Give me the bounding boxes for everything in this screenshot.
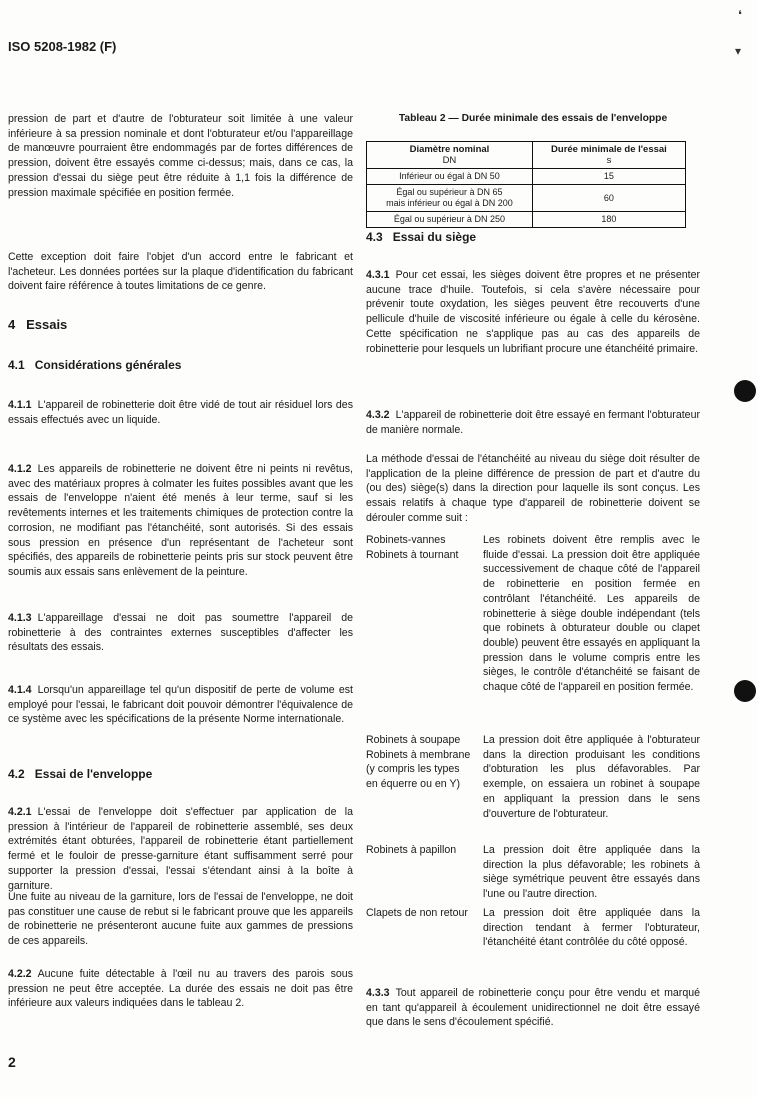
table-row [367, 185, 686, 212]
clause-4-3-3 [366, 986, 700, 1030]
definition-term: Clapets de non retour [366, 907, 468, 919]
cell-line: Égal ou supérieur à DN 250 [393, 214, 505, 224]
heading-title: Considérations générales [34, 358, 182, 372]
definition-term: Robinets-vannes Robinets à tournant [366, 534, 459, 561]
clause-text: L'appareil de robinetterie doit être essayé en fermant l'obturateur de manière normale. [366, 409, 700, 436]
table-header-row [367, 142, 686, 169]
paragraph: Cette exception doit faire l'objet d'un accord entre le fabricant et l'acheteur. Les données portées sur la plaque d'identification du fabricant doivent faire référence à toutes limitations de ce genre. [8, 251, 353, 293]
clause-text: Lorsqu'un appareillage tel qu'un dispositif de perte de volume est employé pour l'essai, le fabricant doit pouvoir démontrer l'équivalence de ce système avec les spécifications de la présente Norme internationale. [8, 684, 353, 726]
table-cell: 60 [532, 185, 685, 212]
header-line: s [606, 155, 612, 166]
binder-hole-mark [734, 380, 756, 402]
column-header [532, 142, 685, 169]
document-header: ISO 5208-1982 (F) [8, 39, 117, 54]
heading-number: 4 [8, 317, 16, 332]
table-row [367, 212, 686, 228]
table-cell [367, 169, 533, 185]
scan-mark: ▾ [735, 44, 742, 58]
heading-title: Essai de l'enveloppe [34, 767, 153, 781]
paragraph: pression de part et d'autre de l'obturateur soit limitée à une valeur inférieure à sa pression nominale et dont l'obturateur et/ou l'appareillage de manœuvre pourraient être endommagés par de fortes différences de pression, doivent être essayés comme ci-dessus; mais, dans ce cas, la pression d'essai du siège peut être réduite à 1,1 fois la différence de pression maximale spécifiée en position fermée. [8, 113, 353, 199]
clause-number: 4.3.1 [366, 269, 390, 281]
clause-number: 4.1.4 [8, 684, 32, 696]
paragraph: Une fuite au niveau de la garniture, lors de l'essai de l'enveloppe, ne doit pas constituer une cause de rebut si le fabricant prouve que les appareils de robinetterie ne présenteront aucune fuite aux gammes de pressions de ces appareils. [8, 891, 353, 948]
table-cell: 180 [532, 212, 685, 228]
header-line: Durée minimale de l'essai [551, 144, 667, 155]
clause-4-3-2 [366, 408, 700, 437]
heading-number: 4.3 [366, 230, 383, 244]
duration-table [366, 141, 686, 228]
clause-text: Les appareils de robinetterie ne doivent être ni peints ni revêtus, avec des matériaux propres à colmater les fuites possibles avant que les essais de l'enveloppe n'aient été menés à leur terme, sauf si les revêtements internes et les traitements chimiques de protection contre la corrosion, ne modifiant pas l'étanchéité, sont autorisés. Si des essais sous pression en présence d'un représentant de l'acheteur sont spécifiés, des appareils de robinetterie peints pris sur stock peuvent être soumis aux essais sans enlèvement de la peinture. [8, 463, 353, 578]
section-heading-4 [8, 318, 353, 333]
paragraph: La méthode d'essai de l'étanchéité au niveau du siège doit résulter de l'application de la pleine différence de pression de part et d'autre du (ou des) siège(s) dans la direction pour laquelle ils sont conçus. Les essais relatifs à chaque type d'appareil de robinetterie doivent se dérouler comme suit : [366, 453, 700, 524]
cell-line: Inférieur ou égal à DN 50 [399, 171, 500, 181]
binder-hole-mark [734, 680, 756, 702]
clause-text: L'essai de l'enveloppe doit s'effectuer par application de la pression à l'intérieur de l'appareil de robinetterie assemblé, ses deux extrémités étant obturées, l'appareil de robinetterie étant partiellement fermé et le fouloir de presse-garniture étant suffisamment serré pour supporter la pression d'essai, l'essai s'étendant ainsi à la boîte à garniture. [8, 806, 353, 892]
table-cell [367, 185, 533, 212]
clause-4-1-2 [8, 462, 353, 580]
clause-4-2-1 [8, 805, 353, 893]
clause-number: 4.1.3 [8, 612, 32, 624]
definition-text: La pression doit être appliquée dans la direction tendant à fermer l'obturateur, l'étanchéité étant contrôlée du côté opposé. [483, 907, 700, 949]
clause-number: 4.2.2 [8, 968, 32, 980]
cell-line: mais inférieur ou égal à DN 200 [386, 198, 513, 208]
header-line: DN [442, 155, 457, 166]
definition-text: La pression doit être appliquée dans la direction la plus défavorable; les robinets à siège symétrique peuvent être essayés dans l'une ou l'autre direction. [483, 844, 700, 901]
table-row [367, 169, 686, 185]
clause-text: Tout appareil de robinetterie conçu pour être vendu et marqué en tant qu'appareil à écoulement unidirectionnel ne doit être essayé que dans le sens d'écoulement spécifié. [366, 987, 700, 1029]
clause-number: 4.3.3 [366, 987, 390, 999]
section-heading-4-3 [366, 230, 700, 245]
clause-number: 4.1.2 [8, 463, 32, 475]
clause-text: L'appareillage d'essai ne doit pas soumettre l'appareil de robinetterie à des contraintes externes susceptibles d'affecter les résultats des essais. [8, 612, 353, 654]
page-number: 2 [8, 1054, 16, 1070]
clause-text: L'appareil de robinetterie doit être vidé de tout air résiduel lors des essais effectués avec un liquide. [8, 399, 353, 426]
clause-number: 4.3.2 [366, 409, 390, 421]
heading-number: 4.1 [8, 358, 25, 372]
clause-4-1-1 [8, 398, 353, 427]
clause-number: 4.1.1 [8, 399, 32, 411]
scan-mark: ❛ [738, 8, 742, 22]
cell-line: Égal ou supérieur à DN 65 [396, 187, 503, 197]
header-line: Diamètre nominal [409, 144, 490, 155]
definition-term: Robinets à papillon [366, 844, 457, 856]
clause-text: Aucune fuite détectable à l'œil nu au travers des parois sous pression ne peut être acceptée. La durée des essais ne doit pas être inférieure aux valeurs indiquées dans le tableau 2. [8, 968, 353, 1010]
section-heading-4-1 [8, 358, 353, 373]
definition-text: Les robinets doivent être remplis avec le fluide d'essai. La pression doit être appliquée successivement de chaque côté de l'appareil de robinetterie en position fermée en contrôlant l'étanchéité. Les appareils de robinetterie à siège double indépendant (tels que robinets à obturateur double ou clapet double) peuvent être essayés en appliquant la pression dans le volume compris entre les sièges, le contrôle d'étanchéité se faisant de chaque côté de l'appareil en position fermée. [483, 534, 700, 694]
table-title: Tableau 2 — Durée minimale des essais de l'enveloppe [398, 113, 668, 124]
heading-title: Essais [26, 317, 68, 332]
clause-4-1-3 [8, 611, 353, 655]
definition-term: Robinets à soupape Robinets à membrane (y compris les types en équerre ou en Y) [366, 734, 471, 791]
table-cell: 15 [532, 169, 685, 185]
clause-4-2-2 [8, 967, 353, 1011]
section-heading-4-2 [8, 767, 353, 782]
definition-text: La pression doit être appliquée à l'obturateur dans la direction produisant les conditions d'obturation les plus défavorables. Par exemple, on essaiera un robinet à soupape en appliquant la pression dans le sens d'ouverture de l'obturateur. [483, 734, 700, 820]
heading-number: 4.2 [8, 767, 25, 781]
clause-text: Pour cet essai, les sièges doivent être propres et ne présenter aucune trace d'huile. Toutefois, si cela s'avère nécessaire pour prévenir toute oxydation, les sièges peuvent être recouverts d'une pellicule d'huile de viscosité inférieure ou égale à celle du kérosène. Cette spécification ne s'applique pas au cas des appareils de robinetterie pour lesquels un lubrifiant procure une étanchéité primaire. [366, 269, 700, 355]
clause-number: 4.2.1 [8, 806, 32, 818]
column-header [367, 142, 533, 169]
heading-title: Essai du siège [392, 230, 477, 244]
clause-4-1-4 [8, 683, 353, 727]
table-cell [367, 212, 533, 228]
clause-4-3-1 [366, 268, 700, 356]
